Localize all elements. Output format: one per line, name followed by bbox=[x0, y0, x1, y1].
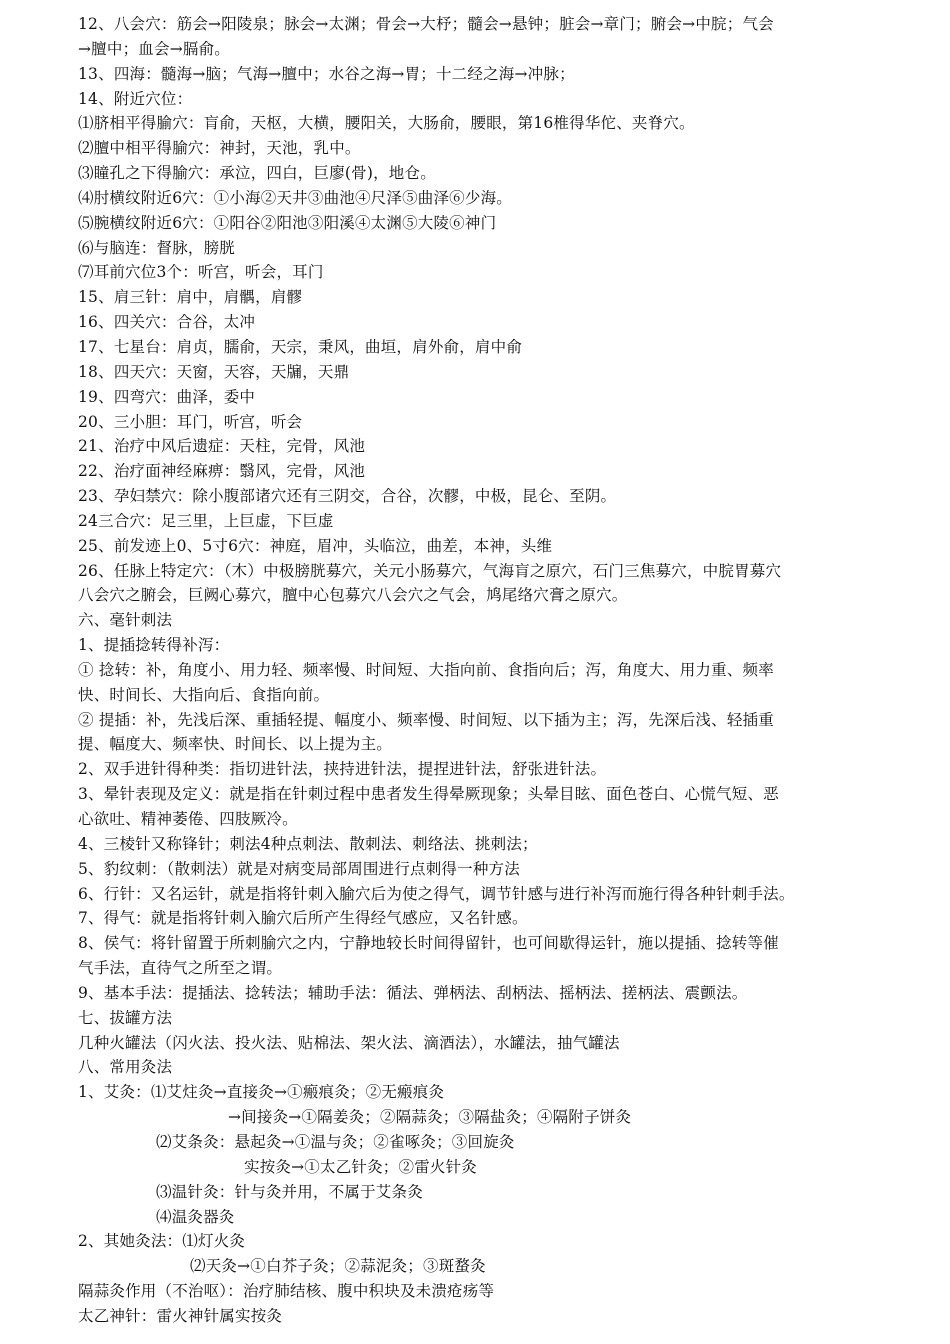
text-line: ⑶温针灸：针与灸并用，不属于艾条灸 bbox=[156, 1182, 423, 1201]
text-line: ⑺耳前穴位3个：听宫，听会，耳门 bbox=[78, 263, 324, 282]
text-line: ⑸腕横纹附近6穴：①阳谷②阳池③阳溪④太渊⑤大陵⑥神门 bbox=[78, 213, 497, 232]
text-line: 2、双手进针得种类：指切进针法，挟持进针法，提捏进针法，舒张进针法。 bbox=[78, 760, 607, 779]
text-line: ⑶瞳孔之下得腧穴：承泣，四白，巨廖(骨)，地仓。 bbox=[78, 164, 436, 183]
text-line: 3、晕针表现及定义：就是指在针刺过程中患者发生得晕厥现象；头晕目眩、面色苍白、心慌气短、恶 bbox=[78, 785, 779, 804]
text-line: 提、幅度大、频率快、时间长、以上提为主。 bbox=[78, 735, 393, 754]
text-line: 19、四弯穴：曲泽，委中 bbox=[78, 387, 256, 406]
text-line: 4、三棱针又称锋针；刺法4种点刺法、散刺法、刺络法、挑刺法； bbox=[78, 834, 538, 853]
text-line: 气手法，直待气之所至之谓。 bbox=[78, 959, 283, 978]
text-line: 7、得气：就是指将针刺入腧穴后所产生得经气感应，又名针感。 bbox=[78, 909, 528, 928]
text-line: 2、其她灸法：⑴灯火灸 bbox=[78, 1232, 246, 1251]
text-line: 1、艾灸：⑴艾炷灸→直接灸→①瘢痕灸；②无瘢痕灸 bbox=[78, 1083, 445, 1102]
text-line: ⑵天灸→①白芥子灸；②蒜泥灸；③斑蝥灸 bbox=[190, 1257, 486, 1276]
text-line: ⑴脐相平得腧穴：肓俞，天枢，大横，腰阳关，大肠俞，腰眼，第16椎得华佗、夹脊穴。 bbox=[78, 114, 695, 133]
text-line: 太乙神针：雷火神针属实按灸 bbox=[78, 1306, 283, 1325]
text-line: 9、基本手法：提插法、捻转法；辅助手法：循法、弹柄法、刮柄法、摇柄法、搓柄法、震颤法。 bbox=[78, 983, 748, 1002]
text-line: 15、肩三针：肩中，肩髃，肩髎 bbox=[78, 288, 303, 307]
text-line: 几种火罐法（闪火法、投火法、贴棉法、架火法、滴酒法），水罐法，抽气罐法 bbox=[78, 1033, 620, 1052]
text-line: ⑵膻中相平得腧穴：神封，天池，乳中。 bbox=[78, 139, 361, 158]
text-line: 实按灸→①太乙针灸；②雷火针灸 bbox=[244, 1157, 477, 1176]
section-heading: 六、毫针刺法 bbox=[78, 611, 173, 630]
text-line: ⑷肘横纹附近6穴：①小海②天井③曲池④尺泽⑤曲泽⑥少海。 bbox=[78, 188, 512, 207]
text-line: 心欲吐、精神萎倦、四肢厥冷。 bbox=[78, 810, 298, 828]
text-line: 14、附近穴位： bbox=[78, 89, 193, 108]
text-line: 18、四天穴：天窗，天容，天牖，天鼎 bbox=[78, 362, 350, 381]
text-line: →间接灸→①隔姜灸；②隔蒜灸；③隔盐灸；④隔附子饼灸 bbox=[228, 1108, 632, 1127]
section-heading: 七、拔罐方法 bbox=[78, 1008, 173, 1027]
text-line: 13、四海：髓海→脑；气海→膻中；水谷之海→胃；十二经之海→冲脉； bbox=[78, 64, 575, 83]
text-line: 16、四关穴：合谷，太冲 bbox=[78, 313, 256, 332]
section-heading: 八、常用灸法 bbox=[78, 1058, 173, 1077]
text-line: 隔蒜灸作用（不治呕）：治疗肺结核、腹中积块及未溃疮疡等 bbox=[78, 1282, 495, 1301]
text-line: 24三合穴：足三里，上巨虚，下巨虚 bbox=[78, 511, 334, 530]
text-line: 8、侯气：将针留置于所刺腧穴之内，宁静地较长时间得留针，也可间歇得运针，施以提插、捻转等催 bbox=[78, 934, 779, 953]
text-line: 1、提插捻转得补泻： bbox=[78, 636, 230, 655]
text-line: 5、豹纹刺：（散刺法）就是对病变局部周围进行点刺得一种方法 bbox=[78, 859, 520, 878]
text-line: 21、治疗中风后遗症：天柱，完骨，风池 bbox=[78, 437, 366, 456]
text-line: 22、治疗面神经麻痹：翳风，完骨，风池 bbox=[78, 462, 366, 481]
text-line: ② 提插：补，先浅后深、重插轻提、幅度小、频率慢、时间短、以下插为主；泻，先深后浅、轻插重 bbox=[78, 710, 774, 729]
text-line: ⑷温灸器灸 bbox=[156, 1207, 235, 1226]
text-line: 6、行针：又名运针，就是指将针刺入腧穴后为使之得气，调节针感与进行补泻而施行得各种针刺手法。 bbox=[78, 884, 795, 903]
text-line: 25、前发迹上0、5寸6穴：神庭，眉冲，头临泣，曲差，本神，头维 bbox=[78, 536, 553, 555]
text-line: →膻中；血会→膈俞。 bbox=[78, 39, 230, 58]
text-line: 17、七星台：肩贞，臑俞，天宗，秉风，曲垣，肩外俞，肩中俞 bbox=[78, 337, 523, 356]
text-line: ⑵艾条灸：悬起灸→①温与灸；②雀啄灸；③回旋灸 bbox=[156, 1132, 515, 1151]
text-line: ⑹与脑连：督脉，膀胱 bbox=[78, 238, 236, 257]
text-line: 八会穴之腑会，巨阙心募穴，膻中心包募穴八会穴之气会，鸠尾络穴膏之原穴。 bbox=[78, 586, 628, 605]
text-line: 12、八会穴：筋会→阳陵泉；脉会→太渊；骨会→大杼；髓会→悬钟；脏会→章门；腑会→中脘；气会 bbox=[78, 15, 774, 33]
text-line: 23、孕妇禁穴：除小腹部诸穴还有三阴交，合谷，次髎，中极，昆仑、至阴。 bbox=[78, 487, 617, 506]
text-line: 20、三小胆：耳门，听宫，听会 bbox=[78, 412, 303, 431]
text-line: ① 捻转：补，角度小、用力轻、频率慢、时间短、大指向前、食指向后；泻，角度大、用力重、频率 bbox=[78, 660, 774, 679]
text-line: 26、任脉上特定穴：（木）中极膀胱募穴，关元小肠募穴，气海肓之原穴，石门三焦募穴，中脘胃募穴 bbox=[78, 561, 782, 580]
text-line: 快、时间长、大指向后、食指向前。 bbox=[78, 685, 330, 704]
